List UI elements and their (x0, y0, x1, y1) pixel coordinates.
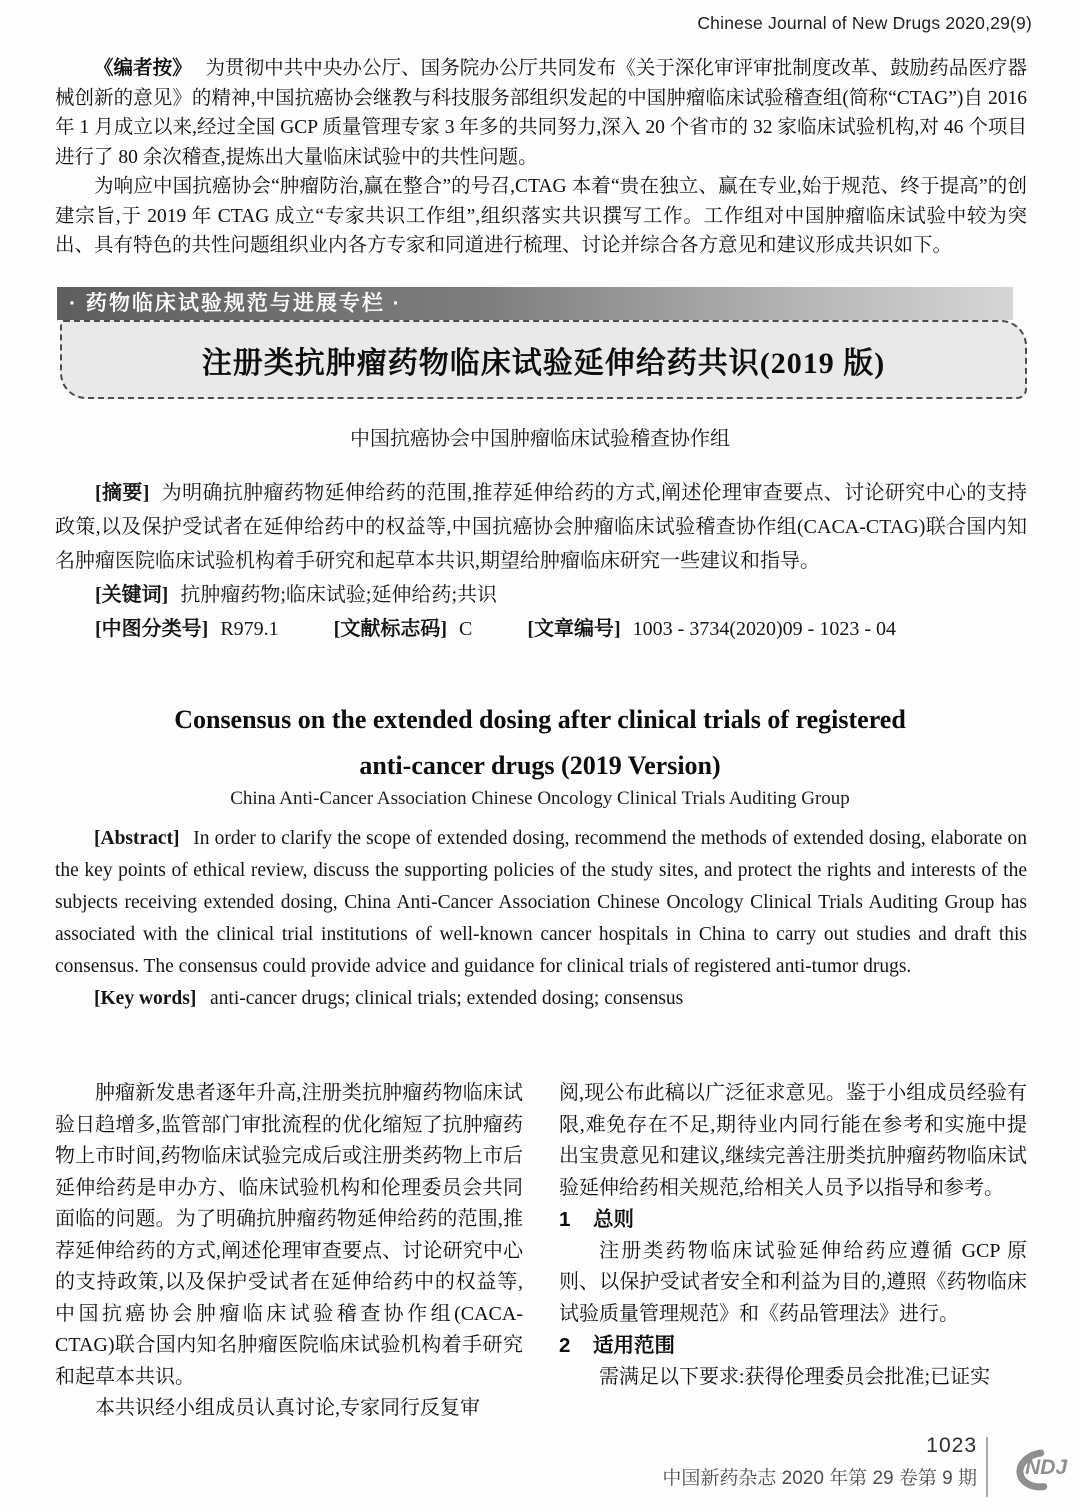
body-paragraph: 本共识经小组成员认真讨论,专家同行反复审 (95, 1397, 480, 1419)
journal-logo (997, 1441, 1075, 1501)
section-heading-1-title: 总则 (592, 1208, 634, 1231)
body-columns (55, 1078, 1027, 1425)
abstract-cn (55, 476, 1027, 578)
editor-note (55, 54, 1027, 261)
keywords-cn (55, 578, 1027, 612)
artno-label: [文章编号] (527, 618, 621, 640)
section-heading-2 (559, 1330, 1027, 1362)
section-heading-1 (559, 1204, 1027, 1236)
footer-journal-line: 中国新药杂志 2020 年第 29 卷第 9 期 (662, 1468, 977, 1489)
body-paragraph: 需满足以下要求:获得伦理委员会批准;已证实 (599, 1365, 991, 1388)
keywords-cn-text: 抗肿瘤药物;临床试验;延伸给药;共识 (180, 584, 497, 606)
article-title-cn: 注册类抗肿瘤药物临床试验延伸给药共识(2019 版) (201, 346, 886, 380)
article-title-en-line1: Consensus on the extended dosing after clinical trials of registered (174, 705, 906, 734)
keywords-en-label: [Key words] (94, 988, 197, 1009)
article-title-box (60, 320, 1027, 399)
clc-value: R979.1 (220, 618, 279, 640)
footer-page-number: 1023 (926, 1434, 977, 1457)
artno-value: 1003 - 3734(2020)09 - 1023 - 04 (632, 618, 896, 640)
clc-group (95, 618, 279, 640)
editor-note-paragraph-2 (55, 172, 1027, 261)
abstract-cn-label: [摘要] (95, 482, 150, 504)
editor-note-text-2: 为响应中国抗癌协会“肿瘤防治,赢在整合”的号召,CTAG 本着“贵在独立、赢在专业,始于规范、终于提高”的创建宗旨,于 2019 年 CTAG 成立“专家共识工作组”,组织落实共识撰写工作。工作组对中国肿瘤临床试验中较为突出、具有特色的共性问题组织业内各方专家和同道进行梳理、讨论并综合各方意见和建议形成共识如下。 (55, 176, 1027, 256)
editor-note-label: 《编者按》 (94, 58, 192, 79)
keywords-cn-label: [关键词] (95, 584, 169, 606)
abstract-en-label: [Abstract] (94, 828, 180, 849)
abstract-cn-text: 为明确抗肿瘤药物延伸给药的范围,推荐延伸给药的方式,阐述伦理审查要点、讨论研究中心的支持政策,以及保护受试者在延伸给药中的权益等,中国抗癌协会肿瘤临床试验稽查协作组(CACA-CTAG)联合国内知名肿瘤医院临床试验机构着手研究和起草本共识,期望给肿瘤临床研究一些建议和指导。 (55, 482, 1027, 572)
author-cn: 中国抗癌协会中国肿瘤临床试验稽查协作组 (350, 428, 730, 450)
meta-line (55, 612, 1027, 646)
abstract-en (55, 823, 1027, 983)
journal-header: Chinese Journal of New Drugs 2020,29(9) (697, 13, 1032, 33)
article-title-en (110, 697, 970, 789)
section-banner-text: · 药物临床试验规范与进展专栏 · (69, 292, 402, 315)
author-en: China Anti-Cancer Association Chinese Oncology Clinical Trials Auditing Group (230, 788, 850, 809)
section-heading-2-title: 适用范围 (592, 1334, 675, 1357)
abstract-en-text: In order to clarify the scope of extended dosing, recommend the methods of extended dosing, elaborate on the key points of ethical review, discuss the supporting policies of the study sites, and protect the rights and interests of the subjects receiving extended dosing, China Anti-Cancer Association Chinese Oncology Clinical Trials Auditing Group has associated with the clinical trial institutions of well-known cancer hospitals in China to carry out studies and draft this consensus. The consensus could provide advice and guidance for clinical trials of registered anti-tumor drugs. (55, 828, 1027, 977)
section-banner (57, 287, 1013, 320)
abstract-block-en (55, 823, 1027, 1015)
doccode-value: C (459, 618, 473, 640)
editor-note-text-1: 为贯彻中共中央办公厅、国务院办公厅共同发布《关于深化审评审批制度改革、鼓励药品医疗器械创新的意见》的精神,中国抗癌协会继教与科技服务部组织发起的中国肿瘤临床试验稽查组(简称“CTAG”)自 2016 年 1 月成立以来,经过全国 GCP 质量管理专家 3 年多的共同努力,深入 20 个省市的 32 家临床试验机构,对 46 个项目进行了 80 余次稽查,提炼出大量临床试验中的共性问题。 (55, 58, 1027, 168)
section-heading-2-number: 2 (559, 1334, 571, 1357)
artno-group (527, 618, 896, 640)
body-paragraph: 注册类药物临床试验延伸给药应遵循 GCP 原则、以保护受试者安全和利益为目的,遵照《药物临床试验质量管理规范》和《药品管理法》进行。 (559, 1239, 1027, 1325)
body-column-left (55, 1078, 523, 1425)
section-heading-1-number: 1 (559, 1208, 571, 1231)
journal-logo-letters: NDJ (1025, 1456, 1068, 1480)
keywords-en (55, 983, 1027, 1015)
journal-logo-icon (997, 1441, 1075, 1501)
article-title-en-line2: anti-cancer drugs (2019 Version) (359, 751, 721, 780)
body-column-right (559, 1078, 1027, 1425)
editor-note-paragraph-1 (55, 54, 1027, 172)
abstract-block-cn (55, 476, 1027, 646)
keywords-en-text: anti-cancer drugs; clinical trials; extended dosing; consensus (210, 988, 684, 1009)
footer (662, 1434, 977, 1490)
footer-divider (986, 1437, 988, 1497)
doccode-label: [文献标志码] (333, 618, 447, 640)
body-paragraph: 肿瘤新发患者逐年升高,注册类抗肿瘤药物临床试验日趋增多,监管部门审批流程的优化缩短了抗肿瘤药物上市时间,药物临床试验完成后或注册类药物上市后延伸给药是申办方、临床试验机构和伦理委员会共同面临的问题。为了明确抗肿瘤药物延伸给药的范围,推荐延伸给药的方式,阐述伦理审查要点、讨论研究中心的支持政策,以及保护受试者在延伸给药中的权益等,中国抗癌协会肿瘤临床试验稽查协作组(CACA-CTAG)联合国内知名肿瘤医院临床试验机构着手研究和起草本共识。 (55, 1082, 523, 1388)
doccode-group (334, 618, 473, 640)
clc-label: [中图分类号] (95, 618, 209, 640)
body-paragraph: 阅,现公布此稿以广泛征求意见。鉴于小组成员经验有限,难免存在不足,期待业内同行能在参考和实施中提出宝贵意见和建议,继续完善注册类抗肿瘤药物临床试验延伸给药相关规范,给相关人员予以指导和参考。 (559, 1082, 1027, 1199)
